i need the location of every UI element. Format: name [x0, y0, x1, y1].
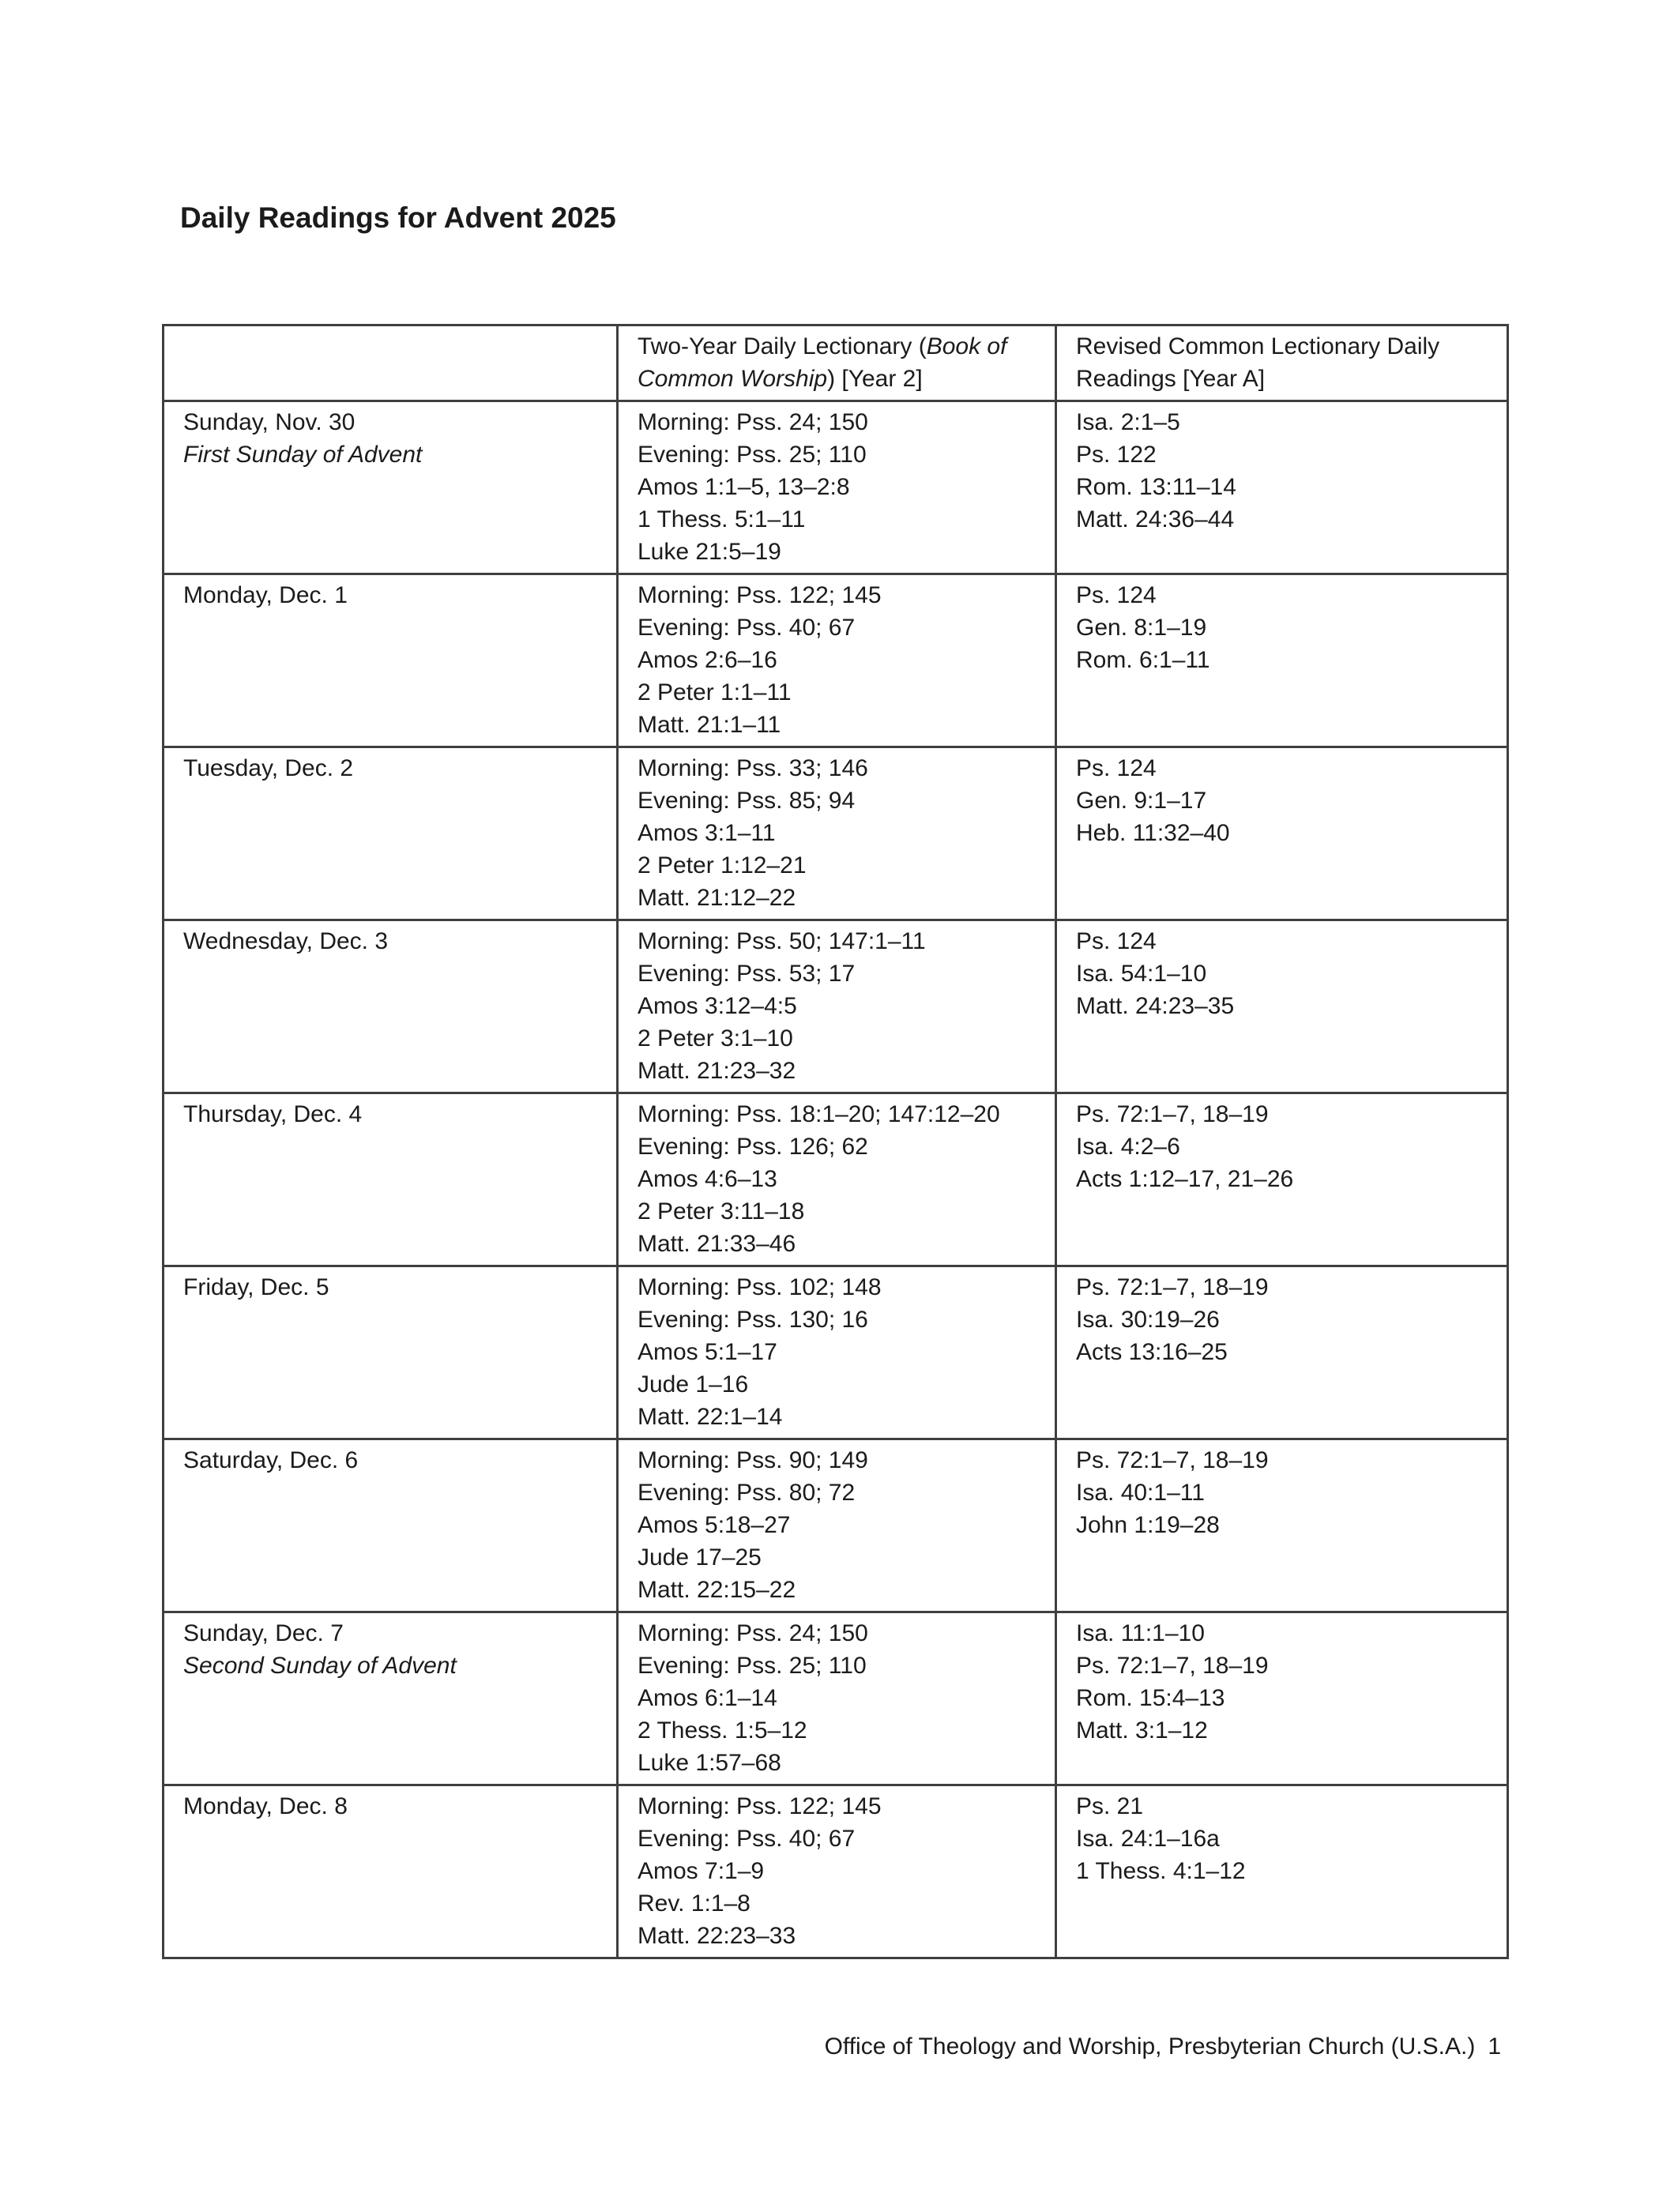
two-year-readings-cell — [618, 1439, 1056, 1612]
two-year-readings-cell — [618, 747, 1056, 920]
reading-line: Amos 3:1–11 — [638, 820, 776, 846]
lectionary-table-header — [164, 325, 1508, 401]
reading-line: Isa. 4:2–6 — [1076, 1134, 1180, 1160]
reading-line: Rom. 15:4–13 — [1076, 1685, 1225, 1711]
reading-line: Luke 1:57–68 — [638, 1750, 781, 1776]
reading-line: Amos 5:1–17 — [638, 1339, 777, 1365]
reading-line: Jude 1–16 — [638, 1371, 749, 1398]
reading-line: Ps. 124 — [1076, 928, 1157, 954]
reading-line: 2 Peter 1:12–21 — [638, 852, 807, 878]
reading-line: Luke 21:5–19 — [638, 539, 781, 565]
reading-line: Rev. 1:1–8 — [638, 1890, 750, 1917]
day-cell — [164, 1266, 618, 1439]
rcl-readings-cell — [1056, 1612, 1508, 1785]
two-year-header-book-title: Book of Common Worship — [638, 333, 1007, 392]
col-header-two-year — [618, 325, 1056, 401]
table-row — [164, 1266, 1508, 1439]
reading-line: Heb. 11:32–40 — [1076, 820, 1230, 846]
reading-line: Evening: Pss. 85; 94 — [638, 788, 856, 814]
reading-line: Isa. 11:1–10 — [1076, 1620, 1205, 1646]
reading-line: Morning: Pss. 90; 149 — [638, 1447, 868, 1473]
rcl-readings-cell — [1056, 401, 1508, 574]
day-label: Monday, Dec. 1 — [183, 582, 348, 608]
rcl-readings-cell — [1056, 920, 1508, 1093]
reading-line: Amos 6:1–14 — [638, 1685, 777, 1711]
two-year-readings-cell — [618, 1093, 1056, 1266]
two-year-readings-cell — [618, 574, 1056, 747]
day-cell — [164, 1093, 618, 1266]
reading-line: Morning: Pss. 122; 145 — [638, 1793, 882, 1819]
rcl-readings-cell — [1056, 1266, 1508, 1439]
day-label: Wednesday, Dec. 3 — [183, 928, 389, 954]
reading-line: Evening: Pss. 40; 67 — [638, 615, 856, 641]
reading-line: Matt. 24:36–44 — [1076, 506, 1235, 532]
reading-line: Matt. 21:23–32 — [638, 1058, 796, 1084]
day-cell — [164, 920, 618, 1093]
reading-line: Evening: Pss. 25; 110 — [638, 1653, 867, 1679]
reading-line: Gen. 9:1–17 — [1076, 788, 1207, 814]
day-cell — [164, 747, 618, 920]
reading-line: Matt. 24:23–35 — [1076, 993, 1235, 1019]
reading-line: Amos 4:6–13 — [638, 1166, 777, 1192]
footer-text: Office of Theology and Worship, Presbyterian Church (U.S.A.) — [824, 2033, 1476, 2060]
table-row — [164, 1612, 1508, 1785]
reading-line: Matt. 21:33–46 — [638, 1231, 796, 1257]
reading-line: Ps. 72:1–7, 18–19 — [1076, 1274, 1269, 1300]
lectionary-table — [162, 324, 1509, 1959]
reading-line: Morning: Pss. 18:1–20; 147:12–20 — [638, 1101, 1000, 1127]
page-number: 1 — [1488, 2033, 1501, 2060]
reading-line: Matt. 21:1–11 — [638, 712, 781, 738]
day-cell — [164, 401, 618, 574]
reading-line: Evening: Pss. 53; 17 — [638, 961, 856, 987]
day-label: Thursday, Dec. 4 — [183, 1101, 363, 1127]
rcl-readings-cell — [1056, 1093, 1508, 1266]
table-row — [164, 1093, 1508, 1266]
reading-line: Amos 3:12–4:5 — [638, 993, 797, 1019]
reading-line: Acts 1:12–17, 21–26 — [1076, 1166, 1294, 1192]
reading-line: Evening: Pss. 40; 67 — [638, 1826, 856, 1852]
reading-line: 2 Peter 3:1–10 — [638, 1025, 793, 1051]
day-label: Saturday, Dec. 6 — [183, 1447, 359, 1473]
page-footer — [825, 2032, 1501, 2062]
reading-line: Evening: Pss. 130; 16 — [638, 1307, 868, 1333]
day-cell — [164, 1785, 618, 1958]
reading-line: Amos 2:6–16 — [638, 647, 777, 673]
reading-line: Amos 5:18–27 — [638, 1512, 791, 1538]
reading-line: Morning: Pss. 24; 150 — [638, 1620, 868, 1646]
two-year-readings-cell — [618, 920, 1056, 1093]
reading-line: Morning: Pss. 50; 147:1–11 — [638, 928, 926, 954]
reading-line: Morning: Pss. 122; 145 — [638, 582, 882, 608]
reading-line: Rom. 13:11–14 — [1076, 474, 1236, 500]
reading-line: Morning: Pss. 33; 146 — [638, 755, 868, 781]
col-header-rcl: Revised Common Lectionary Daily Readings [Year A] — [1056, 325, 1508, 401]
day-cell — [164, 1439, 618, 1612]
reading-line: 1 Thess. 4:1–12 — [1076, 1858, 1246, 1884]
table-row — [164, 401, 1508, 574]
table-row — [164, 1785, 1508, 1958]
reading-line: Isa. 54:1–10 — [1076, 961, 1207, 987]
col-header-day — [164, 325, 618, 401]
reading-line: Evening: Pss. 126; 62 — [638, 1134, 868, 1160]
reading-line: Gen. 8:1–19 — [1076, 615, 1207, 641]
table-row — [164, 574, 1508, 747]
rcl-readings-cell — [1056, 747, 1508, 920]
reading-line: Amos 1:1–5, 13–2:8 — [638, 474, 850, 500]
reading-line: Ps. 122 — [1076, 442, 1157, 468]
reading-line: Ps. 72:1–7, 18–19 — [1076, 1447, 1269, 1473]
reading-line: Evening: Pss. 80; 72 — [638, 1480, 856, 1506]
reading-line: Matt. 22:23–33 — [638, 1923, 796, 1949]
reading-line: Ps. 21 — [1076, 1793, 1144, 1819]
reading-line: 2 Thess. 1:5–12 — [638, 1717, 807, 1744]
reading-line: 2 Peter 1:1–11 — [638, 679, 792, 705]
reading-line: John 1:19–28 — [1076, 1512, 1220, 1538]
reading-line: Morning: Pss. 102; 148 — [638, 1274, 882, 1300]
day-note-label: Second Sunday of Advent — [183, 1653, 457, 1679]
page-title: Daily Readings for Advent 2025 — [180, 201, 616, 234]
reading-line: Matt. 22:1–14 — [638, 1404, 783, 1430]
day-label: Friday, Dec. 5 — [183, 1274, 329, 1300]
rcl-readings-cell — [1056, 1785, 1508, 1958]
reading-line: 2 Peter 3:11–18 — [638, 1198, 805, 1224]
two-year-readings-cell — [618, 1612, 1056, 1785]
reading-line: Isa. 24:1–16a — [1076, 1826, 1220, 1852]
header-row — [164, 325, 1508, 401]
table-row — [164, 920, 1508, 1093]
reading-line: Isa. 2:1–5 — [1076, 409, 1180, 435]
reading-line: Jude 17–25 — [638, 1544, 762, 1571]
two-year-readings-cell — [618, 1266, 1056, 1439]
day-label: Monday, Dec. 8 — [183, 1793, 348, 1819]
reading-line: Acts 13:16–25 — [1076, 1339, 1228, 1365]
reading-line: Matt. 22:15–22 — [638, 1577, 796, 1603]
two-year-readings-cell — [618, 401, 1056, 574]
reading-line: Evening: Pss. 25; 110 — [638, 442, 867, 468]
reading-line: Amos 7:1–9 — [638, 1858, 765, 1884]
day-label: Sunday, Dec. 7 — [183, 1620, 344, 1646]
table-row — [164, 747, 1508, 920]
table-row — [164, 1439, 1508, 1612]
day-label: Sunday, Nov. 30 — [183, 409, 356, 435]
reading-line: Ps. 72:1–7, 18–19 — [1076, 1101, 1269, 1127]
day-label: Tuesday, Dec. 2 — [183, 755, 354, 781]
reading-line: Ps. 72:1–7, 18–19 — [1076, 1653, 1269, 1679]
day-cell — [164, 574, 618, 747]
rcl-readings-cell — [1056, 574, 1508, 747]
lectionary-table-body — [164, 401, 1508, 1958]
two-year-header-suffix: ) [Year 2] — [827, 366, 923, 392]
day-cell — [164, 1612, 618, 1785]
reading-line: Rom. 6:1–11 — [1076, 647, 1210, 673]
two-year-readings-cell — [618, 1785, 1056, 1958]
reading-line: Morning: Pss. 24; 150 — [638, 409, 868, 435]
day-note-label: First Sunday of Advent — [183, 442, 423, 468]
reading-line: Isa. 40:1–11 — [1076, 1480, 1205, 1506]
reading-line: Matt. 21:12–22 — [638, 885, 796, 911]
reading-line: Isa. 30:19–26 — [1076, 1307, 1220, 1333]
rcl-readings-cell — [1056, 1439, 1508, 1612]
reading-line: Matt. 3:1–12 — [1076, 1717, 1208, 1744]
two-year-header-prefix: Two-Year Daily Lectionary ( — [638, 333, 927, 359]
reading-line: 1 Thess. 5:1–11 — [638, 506, 806, 532]
reading-line: Ps. 124 — [1076, 582, 1157, 608]
reading-line: Ps. 124 — [1076, 755, 1157, 781]
